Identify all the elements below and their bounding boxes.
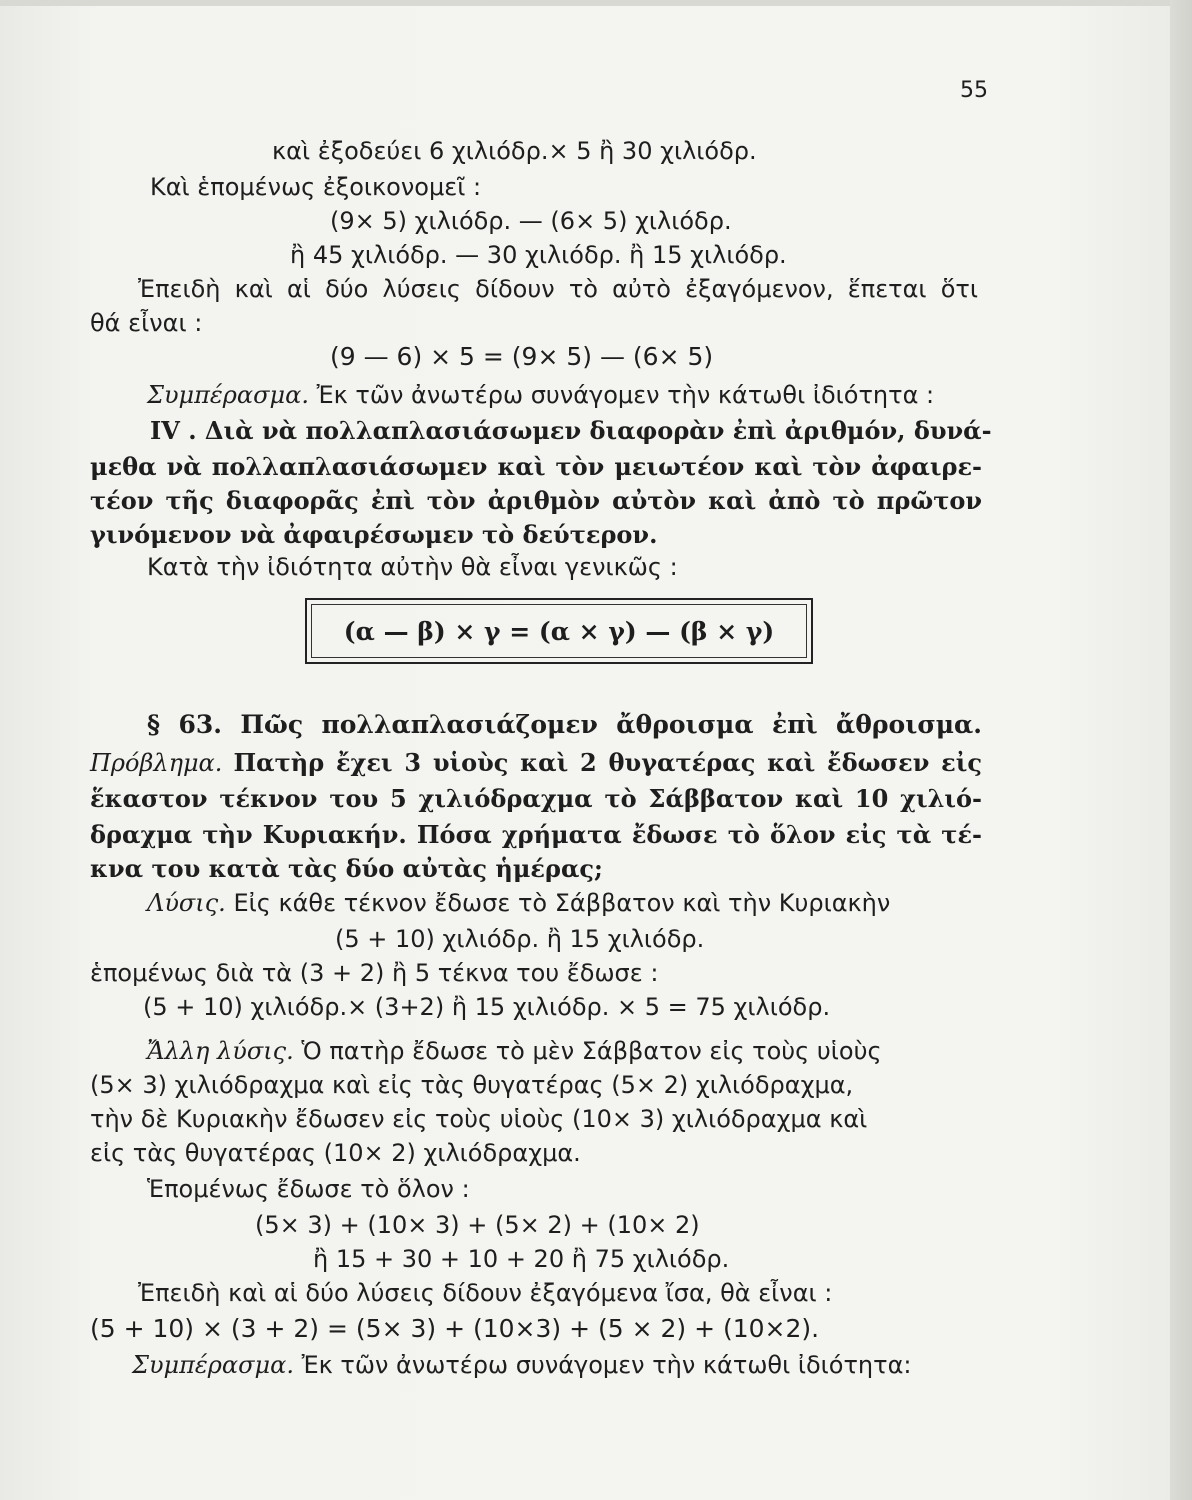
rule-text-line: μεθα νὰ πολλαπλασιάσωμεν καὶ τὸν μειωτέον καὶ τὸν ἀφαιρε- <box>90 452 982 481</box>
text-line: τὴν δὲ Κυριακὴν ἔδωσεν εἰς τοὺς υἱοὺς (10× 3) χιλιόδραχμα καὶ <box>90 1105 868 1133</box>
equation-line: (5 + 10) χιλιόδρ.× (3+2) ἢ 15 χιλιόδρ. × 5 = 75 χιλιόδρ. <box>143 993 831 1021</box>
conclusion-label: Συμπέρασμα. <box>132 1351 294 1379</box>
text-line: Ἐπειδὴ καὶ αἱ δύο λύσεις δίδουν ἐξαγόμενα ἴσα, θὰ εἶναι : <box>138 1279 833 1307</box>
text-line: Ἑπομένως ἔδωσε τὸ ὅλον : <box>147 1175 470 1203</box>
conclusion-line <box>132 1348 911 1382</box>
text-line: καὶ ἐξοδεύει 6 χιλιόδρ.× 5 ἢ 30 χιλιόδρ. <box>272 137 757 165</box>
equation-line: (5 + 10) χιλιόδρ. ἢ 15 χιλιόδρ. <box>335 925 705 953</box>
problem-text: Πατὴρ ἔχει 3 υἱοὺς καὶ 2 θυγατέρας καὶ ἔδωσεν εἰς <box>233 748 982 777</box>
conclusion-text: Ἐκ τῶν ἀνωτέρω συνάγομεν τὴν κάτωθι ἰδιότητα: <box>301 1351 912 1379</box>
text-line: Κατὰ τὴν ἰδιότητα αὐτὴν θὰ εἶναι γενικῶς : <box>147 553 678 581</box>
alt-solution-text: Ὁ πατὴρ ἔδωσε τὸ μὲν Σάββατον εἰς τοὺς υἱοὺς <box>301 1037 882 1065</box>
rule-text-line: τέον τῆς διαφορᾶς ἐπὶ τὸν ἀριθμὸν αὐτὸν καὶ ἀπὸ τὸ πρῶτον <box>90 486 982 515</box>
problem-line: δραχμα τὴν Κυριακήν. Πόσα χρήματα ἔδωσε τὸ ὅλον εἰς τὰ τέ- <box>90 820 982 849</box>
equation-line: (9 — 6) × 5 = (9× 5) — (6× 5) <box>330 342 714 371</box>
equation-line: (5× 3) + (10× 3) + (5× 2) + (10× 2) <box>255 1211 700 1239</box>
alt-solution-line <box>147 1034 882 1068</box>
text-line: Ἐπειδὴ καὶ αἱ δύο λύσεις δίδουν τὸ αὐτὸ ἐξαγόμενον, ἕπεται ὅτι <box>138 275 978 303</box>
equation-line: (9× 5) χιλιόδρ. — (6× 5) χιλιόδρ. <box>330 207 732 235</box>
conclusion-label: Συμπέρασμα. <box>147 381 309 409</box>
solution-line <box>147 886 890 920</box>
rule-text-line: γινόμενον νὰ ἀφαιρέσωμεν τὸ δεύτερον. <box>90 520 658 549</box>
problem-label: Πρόβλημα. <box>90 749 223 777</box>
formula-box <box>305 598 813 664</box>
page-binding-edge <box>1170 0 1192 1500</box>
rule-text-line: IV . Διὰ νὰ πολλαπλασιάσωμεν διαφορὰν ἐπὶ ἀριθμόν, δυνά- <box>150 416 992 445</box>
text-line: εἰς τὰς θυγατέρας (10× 2) χιλιόδραχμα. <box>90 1139 581 1167</box>
text-line: Καὶ ἑπομένως ἐξοικονομεῖ : <box>150 173 482 201</box>
text-line: θά εἶναι : <box>90 309 203 337</box>
problem-line <box>90 746 982 780</box>
problem-line: ἕκαστον τέκνον του 5 χιλιόδραχμα τὸ Σάββατον καὶ 10 χιλιό- <box>90 784 982 813</box>
equation-line: ἢ 45 χιλιόδρ. — 30 χιλιόδρ. ἢ 15 χιλιόδρ. <box>290 241 787 269</box>
solution-label: Λύσις. <box>147 889 226 917</box>
page-number: 55 <box>960 78 988 103</box>
formula: (α — β) × γ = (α × γ) — (β × γ) <box>311 604 807 658</box>
section-heading: § 63. Πῶς πολλαπλασιάζομεν ἄθροισμα ἐπὶ ἄθροισμα. <box>147 710 982 739</box>
text-line: (5× 3) χιλιόδραχμα καὶ εἰς τὰς θυγατέρας (5× 2) χιλιόδραχμα, <box>90 1071 854 1099</box>
page-top-edge <box>0 0 1170 6</box>
problem-line: κνα του κατὰ τὰς δύο αὐτὰς ἡμέρας; <box>90 854 603 883</box>
alt-solution-label: Ἄλλη λύσις. <box>147 1037 294 1065</box>
equation-line: (5 + 10) × (3 + 2) = (5× 3) + (10×3) + (5 × 2) + (10×2). <box>90 1314 820 1343</box>
equation-line: ἢ 15 + 30 + 10 + 20 ἢ 75 χιλιόδρ. <box>313 1245 730 1273</box>
conclusion-line <box>147 378 934 412</box>
solution-text: Εἰς κάθε τέκνον ἔδωσε τὸ Σάββατον καὶ τὴν Κυριακὴν <box>233 889 891 917</box>
conclusion-text: Ἐκ τῶν ἀνωτέρω συνάγομεν τὴν κάτωθι ἰδιότητα : <box>316 381 935 409</box>
text-line: ἑπομένως διὰ τὰ (3 + 2) ἢ 5 τέκνα του ἔδωσε : <box>90 959 659 987</box>
